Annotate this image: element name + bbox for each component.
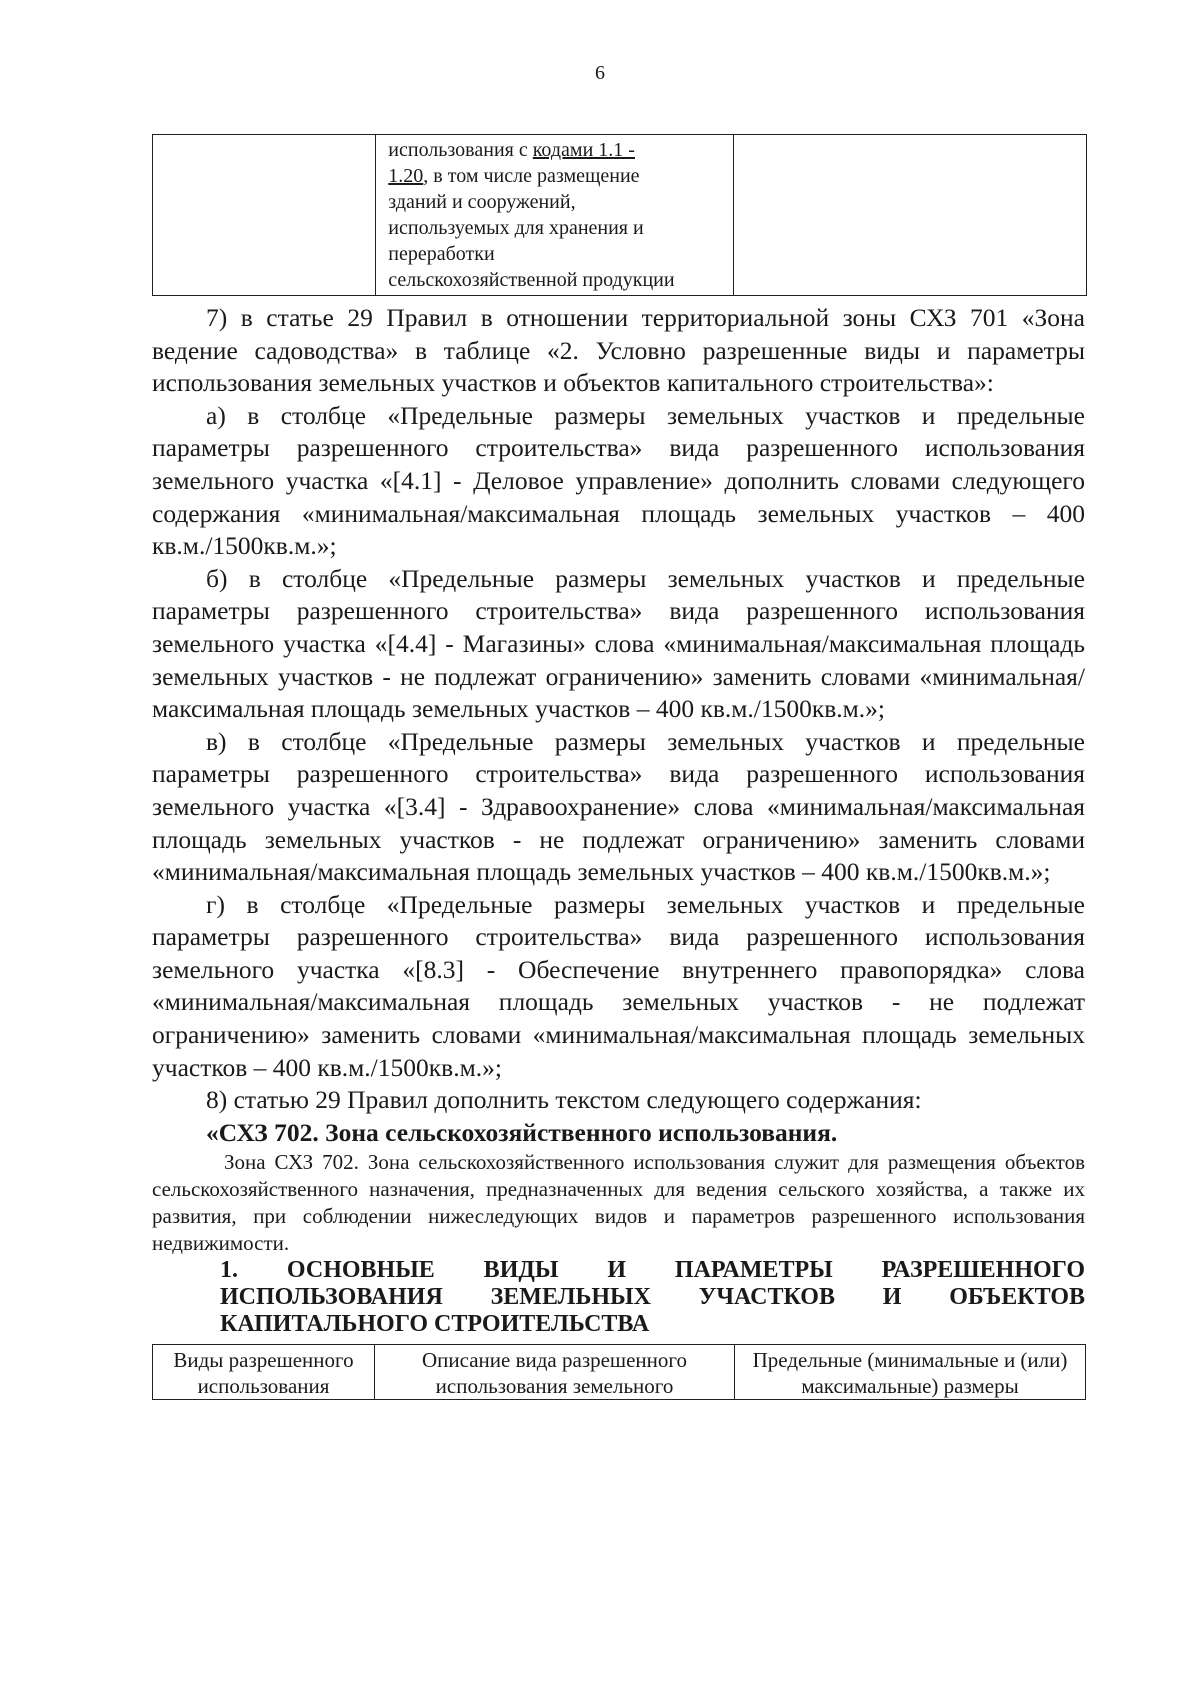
permitted-uses-table: [152, 1344, 1086, 1400]
table-row: [153, 135, 1087, 296]
column-header: Предельные (минимальные и (или) максимальные) размеры: [735, 1345, 1086, 1400]
table-cell-empty: [734, 135, 1087, 296]
continued-table: [152, 134, 1087, 296]
paragraph-item-7: 7) в статье 29 Правил в отношении территориальной зоны СХЗ 701 «Зона ведение садоводства» в таблице «2. Условно разрешенные виды и параметры использования земельных участков и объектов капитального строительства»:: [152, 303, 1085, 398]
zone-description: Зона СХЗ 702. Зона сельскохозяйственного использования служит для размещения объектов сельскохозяйственного назначения, предназначенных для ведения сельского хозяйства, а также их развития, при соблюдении нижеследующих видов и параметров разрешенного использования недвижимости.: [152, 1150, 1085, 1256]
cell-line: [388, 163, 721, 189]
column-header: Описание вида разрешенного использования земельного: [375, 1345, 735, 1400]
cell-text: использования с: [388, 139, 533, 161]
paragraph-subitem-b: б) в столбце «Предельные размеры земельных участков и предельные параметры разрешенного строительства» вида разрешенного использования земельного участка «[4.4] - Магазины» слова «минимальная/максимальная площадь земельных участков - не подлежат ограничению» заменить словами «минимальная/максимальная площадь земельных участков – 400 кв.м./1500кв.м.»;: [152, 563, 1085, 724]
cell-text: , в том числе размещение: [423, 165, 640, 187]
section-heading: 1. ОСНОВНЫЕ ВИДЫ И ПАРАМЕТРЫ РАЗРЕШЕННОГО ИСПОЛЬЗОВАНИЯ ЗЕМЕЛЬНЫХ УЧАСТКОВ И ОБЪЕКТОВ КАПИТАЛЬНОГО СТРОИТЕЛЬСТВА: [220, 1257, 1085, 1338]
cell-line: используемых для хранения и: [388, 217, 644, 239]
page-number: 6: [595, 62, 605, 84]
paragraph-subitem-g: г) в столбце «Предельные размеры земельных участков и предельные параметры разрешенного строительства» вида разрешенного использования земельного участка «[8.3] - Обеспечение внутреннего правопорядка» слова «минимальная/максимальная площадь земельных участков - не подлежат ограничению» заменить словами «минимальная/максимальная площадь земельных участков – 400 кв.м./1500кв.м.»;: [152, 889, 1085, 1082]
cell-line: зданий и сооружений,: [388, 191, 576, 213]
paragraph-subitem-a: а) в столбце «Предельные размеры земельных участков и предельные параметры разрешенного строительства» вида разрешенного использования земельного участка «[4.1] - Деловое управление» дополнить словами следующего содержания «минимальная/максимальная площадь земельных участков – 400 кв.м./1500кв.м.»;: [152, 400, 1085, 561]
codes-link[interactable]: 1.20: [388, 165, 424, 187]
cell-line: [388, 137, 721, 163]
table-header-row: [153, 1345, 1086, 1400]
table-cell-empty: [153, 135, 376, 296]
zone-title: «СХЗ 702. Зона сельскохозяйственного использования.: [206, 1117, 838, 1147]
cell-line: сельскохозяйственной продукции: [388, 269, 675, 291]
cell-line: переработки: [388, 243, 495, 265]
column-header: Виды разрешенного использования: [153, 1345, 375, 1400]
paragraph-subitem-v: в) в столбце «Предельные размеры земельных участков и предельные параметры разрешенного строительства» вида разрешенного использования земельного участка «[3.4] - Здравоохранение» слова «минимальная/максимальная площадь земельных участков - не подлежат ограничению» заменить словами «минимальная/максимальная площадь земельных участков – 400 кв.м./1500кв.м.»;: [152, 726, 1085, 887]
codes-link[interactable]: кодами 1.1 -: [532, 139, 635, 161]
document-body: [152, 302, 1085, 1400]
table-cell-description: [376, 135, 734, 296]
paragraph-item-8: 8) статью 29 Правил дополнить текстом следующего содержания:: [206, 1085, 922, 1115]
